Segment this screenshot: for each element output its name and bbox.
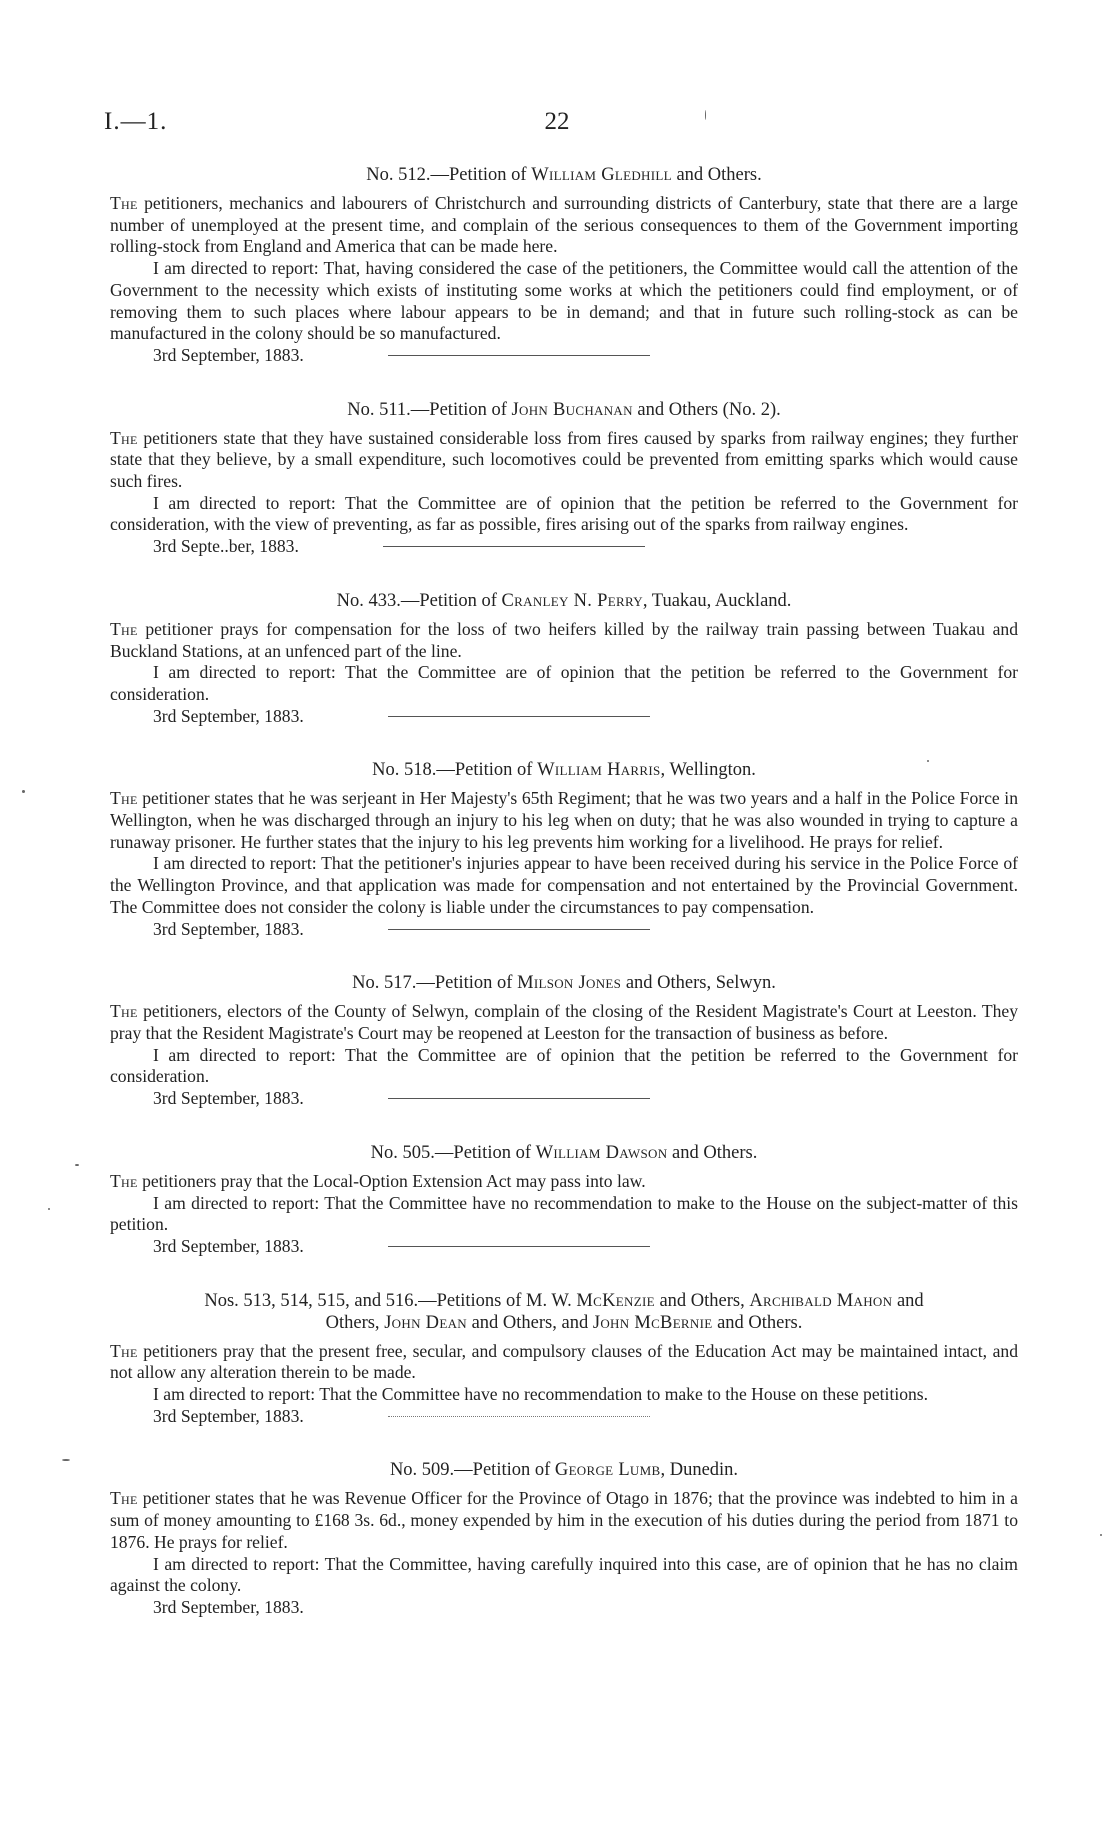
heading-suffix: , Tuakau, Auckland. — [642, 590, 792, 611]
report-date: 3rd September, 1883. — [153, 1088, 304, 1109]
heading-prefix: No. 517.—Petition of — [352, 973, 513, 994]
petition-517 — [110, 972, 1018, 1110]
body-lead: The — [110, 1001, 138, 1022]
report-date: 3rd September, 1883. — [153, 1235, 304, 1256]
petitioner-name: John Buchanan — [511, 399, 633, 420]
heading-suffix: and Others, Selwyn. — [625, 973, 776, 994]
petition-512 — [110, 164, 1018, 367]
body-text: petitioners pray that the present free, secular, and compulsory clauses of the Education Act may be maintained intact, and not allow any alteration therein to be made. — [110, 1340, 1018, 1383]
petition-heading — [110, 759, 1018, 781]
heading-suffix: and Others (No. 2). — [637, 399, 781, 420]
body-text: petitioners, electors of the County of Selwyn, complain of the closing of the Resident Magistrate's Court at Leeston. They pray that the Resident Magistrate's Court may be reopened at Leeston for the transaction of business as before. — [110, 1001, 1019, 1043]
body-text: petitioners pray that the Local-Option Extension Act may pass into law. — [142, 1170, 646, 1191]
report-date-line — [153, 1406, 1018, 1428]
report-date-line — [153, 919, 1018, 941]
petition-body — [110, 1171, 1018, 1193]
petitions-column — [110, 164, 1018, 1619]
section-divider — [388, 1246, 650, 1247]
committee-report: I am directed to report: That the Committee have no recommendation to make to the House on these petitions. — [153, 1384, 929, 1405]
heading-suffix: , Dunedin. — [660, 1460, 739, 1481]
scan-speck — [1100, 1534, 1102, 1536]
committee-report: I am directed to report: That the Committee are of opinion that the petition be referred to the Government for consideration. — [110, 1044, 1018, 1087]
petition-body — [110, 193, 1018, 258]
committee-report: I am directed to report: That the Committee have no recommendation to make to the House on the subject-matter of this petition. — [110, 1192, 1018, 1235]
petition-heading — [110, 164, 1018, 186]
petitioner-name: McKenzie — [576, 1290, 655, 1311]
heading-mid: and Others, — [659, 1290, 745, 1311]
petition-heading — [110, 399, 1018, 421]
report-date-line — [153, 1088, 1018, 1110]
petitioner-name: William Dawson — [535, 1142, 668, 1163]
heading-prefix: No. 511.—Petition of — [347, 399, 507, 420]
heading-suffix: and Others. — [717, 1312, 803, 1333]
report-date: 3rd September, 1883. — [153, 918, 304, 939]
section-divider — [383, 546, 645, 547]
section-divider — [388, 1416, 650, 1418]
petition-505 — [110, 1142, 1018, 1258]
petition-433 — [110, 590, 1018, 728]
scan-speck — [705, 110, 706, 120]
heading-suffix: and Others. — [672, 1142, 758, 1163]
scan-speck — [62, 1459, 70, 1461]
petition-heading — [110, 1142, 1018, 1164]
petition-heading — [110, 972, 1018, 994]
committee-report: I am directed to report: That the Committee are of opinion that the petition be referred to the Government for consideration, with the view of preventing, as far as possible, fires arising out of the sparks from railway engines. — [110, 492, 1018, 535]
heading-suffix: and Others. — [676, 165, 762, 185]
petitioner-name: John Dean — [384, 1312, 467, 1333]
petitioner-name: Cranley N. Perry — [501, 590, 643, 611]
scan-speck — [75, 1164, 79, 1166]
body-lead: The — [110, 427, 138, 448]
petition-509 — [110, 1459, 1018, 1618]
committee-report: I am directed to report: That the Committee, having carefully inquired into this case, are of opinion that he has no claim against the colony. — [110, 1553, 1018, 1596]
petitioner-name: Milson Jones — [517, 973, 622, 994]
petition-body — [110, 619, 1018, 662]
heading-prefix: No. 505.—Petition of — [370, 1142, 532, 1163]
committee-report: I am directed to report: That the petitioner's injuries appear to have been received during his service in the Police Force of the Wellington Province, and that application was made for compensation and not entertained by the Provincial Government. The Committee does not consider the colony is liable under the circumstances to pay compensation. — [110, 853, 1018, 917]
report-date: 3rd September, 1883. — [153, 705, 304, 726]
report-date: 3rd September, 1883. — [153, 1405, 304, 1426]
report-date-line — [153, 536, 1018, 558]
petitioner-name: William Harris — [537, 760, 661, 781]
petition-511 — [110, 399, 1018, 558]
section-divider — [388, 929, 650, 930]
scan-speck — [22, 790, 25, 793]
petition-body — [110, 428, 1018, 493]
report-date: 3rd Septe..ber, 1883. — [153, 536, 299, 557]
body-text: petitioners, mechanics and labourers of Christchurch and surrounding districts of Canterbury, state that there are a large number of unemployed at the present time, and complain of the serious consequences to them of the Government importing rolling-stock from England and America that can be made here. — [110, 193, 1018, 257]
heading-prefix: No. 512.—Petition of — [366, 165, 527, 185]
section-divider — [388, 716, 650, 717]
heading-prefix: No. 518.—Petition of — [372, 760, 533, 781]
scan-speck — [927, 760, 929, 762]
section-divider — [388, 355, 650, 356]
petition-518 — [110, 759, 1018, 940]
petitioner-name: Archibald Mahon — [749, 1290, 893, 1311]
heading-mid: and Others, and — [471, 1312, 589, 1333]
body-lead: The — [110, 618, 138, 639]
body-text: petitioners state that they have sustained considerable loss from fires caused by sparks from railway engines; they further state that they believe, by a small expenditure, such locomotives could be prevented from emitting sparks which would cause such fires. — [110, 427, 1018, 492]
body-text: petitioner states that he was Revenue Officer for the Province of Otago in 1876; that the province was indebted to him in a sum of money amounting to £168 3s. 6d., money expended by him in the execution of his duties during the period from 1871 to 1876. He prays for relief. — [110, 1488, 1018, 1552]
report-date-line — [153, 706, 1018, 728]
page-number: 22 — [544, 108, 570, 135]
page-reference: I.—1. — [104, 108, 168, 135]
petition-heading — [110, 1459, 1018, 1481]
petition-body — [110, 1488, 1018, 1553]
petition-heading — [110, 1290, 1018, 1334]
section-divider — [388, 1098, 650, 1099]
heading-prefix: Nos. 513, 514, 515, and 516.—Petitions of M. W. — [204, 1290, 572, 1311]
report-date-line — [153, 1236, 1018, 1258]
body-lead: The — [110, 788, 138, 809]
body-lead: The — [110, 1170, 138, 1191]
report-date-line — [153, 345, 1018, 367]
body-text: petitioner states that he was serjeant in Her Majesty's 65th Regiment; that he was two years and a half in the Police Force in Wellington, when he was discharged through an injury to his leg when on duty; that he was also wounded in trying to capture a runaway prisoner. He further states that the injury to his leg prevents him working for a livelihood. He prays for relief. — [110, 788, 1018, 852]
body-lead: The — [110, 1488, 138, 1509]
petitioner-name: George Lumb — [554, 1460, 661, 1481]
body-lead: The — [110, 193, 138, 213]
petition-513-516 — [110, 1290, 1018, 1428]
petition-body — [110, 788, 1018, 853]
heading-suffix: and — [896, 1290, 924, 1311]
heading-prefix: Others, — [325, 1312, 380, 1333]
report-date: 3rd September, 1883. — [153, 344, 304, 365]
petitioner-name: William Gledhill — [531, 165, 672, 185]
heading-prefix: No. 433.—Petition of — [336, 590, 497, 611]
body-lead: The — [110, 1340, 138, 1361]
petition-heading — [110, 590, 1018, 612]
committee-report: I am directed to report: That, having considered the case of the petitioners, the Committee would call the attention of the Government to the necessity which exists of instituting some works at which the petitioners could find employment, or of removing them to such places where labour appears to be in demand; and that in future such rolling-stock as can be manufactured in the colony should be so manufactured. — [110, 258, 1018, 344]
committee-report: I am directed to report: That the Committee are of opinion that the petition be referred to the Government for consideration. — [110, 662, 1018, 704]
petition-body — [110, 1341, 1018, 1384]
body-text: petitioner prays for compensation for the loss of two heifers killed by the railway train passing between Tuakau and Buckland Stations, at an unfenced part of the line. — [110, 618, 1018, 661]
scan-speck — [48, 1208, 50, 1210]
petitioner-name: John McBernie — [592, 1312, 713, 1333]
petition-body — [110, 1001, 1018, 1044]
heading-prefix: No. 509.—Petition of — [389, 1460, 551, 1481]
heading-suffix: , Wellington. — [660, 760, 756, 781]
report-date-line — [153, 1597, 1018, 1619]
report-date: 3rd September, 1883. — [153, 1596, 304, 1617]
